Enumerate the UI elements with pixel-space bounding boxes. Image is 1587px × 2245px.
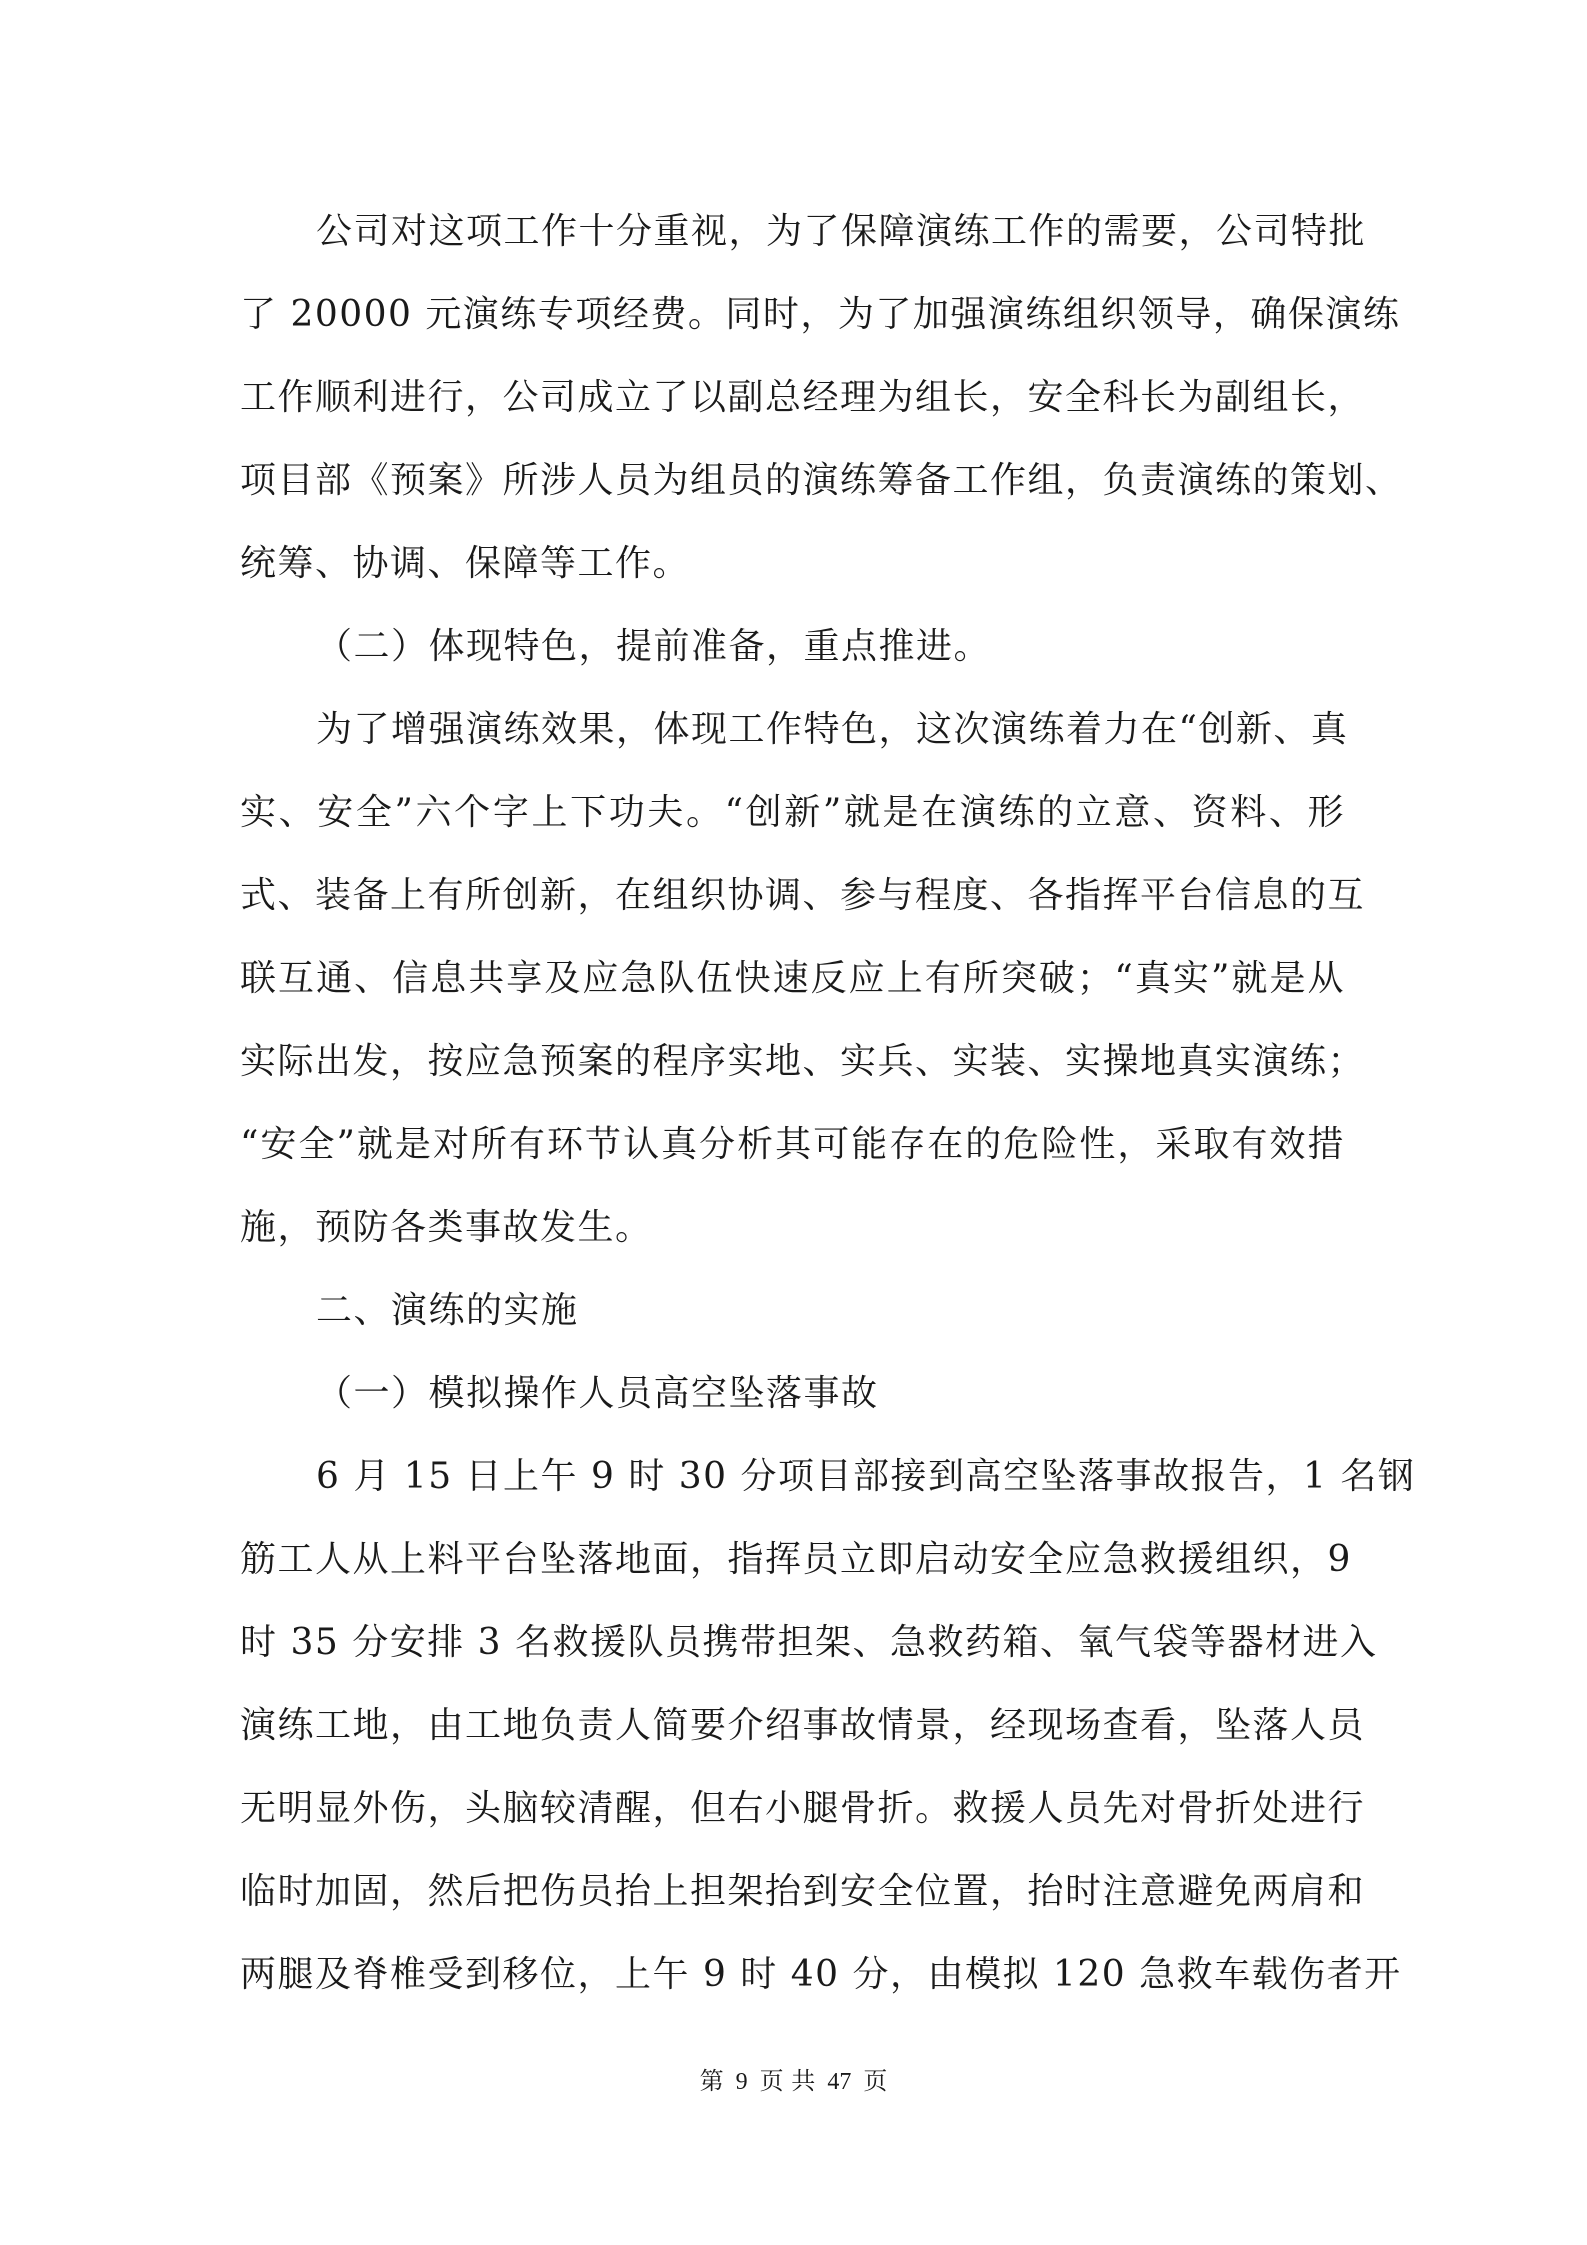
paragraph-line: 施，预防各类事故发生。 — [240, 1207, 653, 1248]
page-footer — [0, 2064, 1587, 2099]
section-heading: （二）体现特色，提前准备，重点推进。 — [316, 626, 992, 667]
paragraph-line: “安全”就是对所有环节认真分析其可能存在的危险性，采取有效措 — [240, 1124, 1345, 1165]
footer-prefix: 第 — [699, 2067, 724, 2095]
paragraph-line: 实际出发，按应急预案的程序实地、实兵、实装、实操地真实演练； — [240, 1041, 1366, 1082]
paragraph-line: 时 35 分安排 3 名救援队员携带担架、急救药箱、氧气袋等器材进入 — [240, 1622, 1378, 1663]
paragraph-line: 联互通、信息共享及应急队伍快速反应上有所突破；“真实”就是从 — [240, 958, 1345, 999]
paragraph-line: 临时加固，然后把伤员抬上担架抬到安全位置，抬时注意避免两肩和 — [240, 1871, 1366, 1912]
section-heading: （一）模拟操作人员高空坠落事故 — [316, 1373, 879, 1414]
page-number: 9 — [735, 2069, 748, 2095]
footer-suffix: 页 — [863, 2067, 888, 2095]
paragraph-line: 两腿及脊椎受到移位，上午 9 时 40 分，由模拟 120 急救车载伤者开 — [240, 1954, 1402, 1995]
paragraph-line: 为了增强演练效果，体现工作特色，这次演练着力在“创新、真 — [316, 709, 1349, 750]
paragraph-line: 公司对这项工作十分重视，为了保障演练工作的需要，公司特批 — [316, 211, 1367, 252]
section-heading: 二、演练的实施 — [316, 1290, 579, 1331]
paragraph-line: 式、装备上有所创新，在组织协调、参与程度、各指挥平台信息的互 — [240, 875, 1366, 916]
document-body — [240, 202, 1416, 2028]
paragraph-line: 项目部《预案》所涉人员为组员的演练筹备工作组，负责演练的策划、 — [240, 460, 1403, 501]
total-pages: 47 — [827, 2069, 852, 2095]
paragraph-line: 了 20000 元演练专项经费。同时，为了加强演练组织领导，确保演练 — [240, 294, 1401, 335]
paragraph-line: 实、安全”六个字上下功夫。“创新”就是在演练的立意、资料、形 — [240, 792, 1345, 833]
paragraph-line: 筋工人从上料平台坠落地面，指挥员立即启动安全应急救援组织，9 — [240, 1539, 1352, 1580]
footer-middle: 页 共 — [759, 2067, 816, 2095]
paragraph-line: 统筹、协调、保障等工作。 — [240, 543, 691, 584]
paragraph-line: 6 月 15 日上午 9 时 30 分项目部接到高空坠落事故报告，1 名钢 — [316, 1456, 1416, 1497]
paragraph-line: 工作顺利进行，公司成立了以副总经理为组长，安全科长为副组长， — [240, 377, 1366, 418]
paragraph-line: 演练工地，由工地负责人简要介绍事故情景，经现场查看，坠落人员 — [240, 1705, 1366, 1746]
paragraph-line: 无明显外伤，头脑较清醒，但右小腿骨折。救援人员先对骨折处进行 — [240, 1788, 1366, 1829]
